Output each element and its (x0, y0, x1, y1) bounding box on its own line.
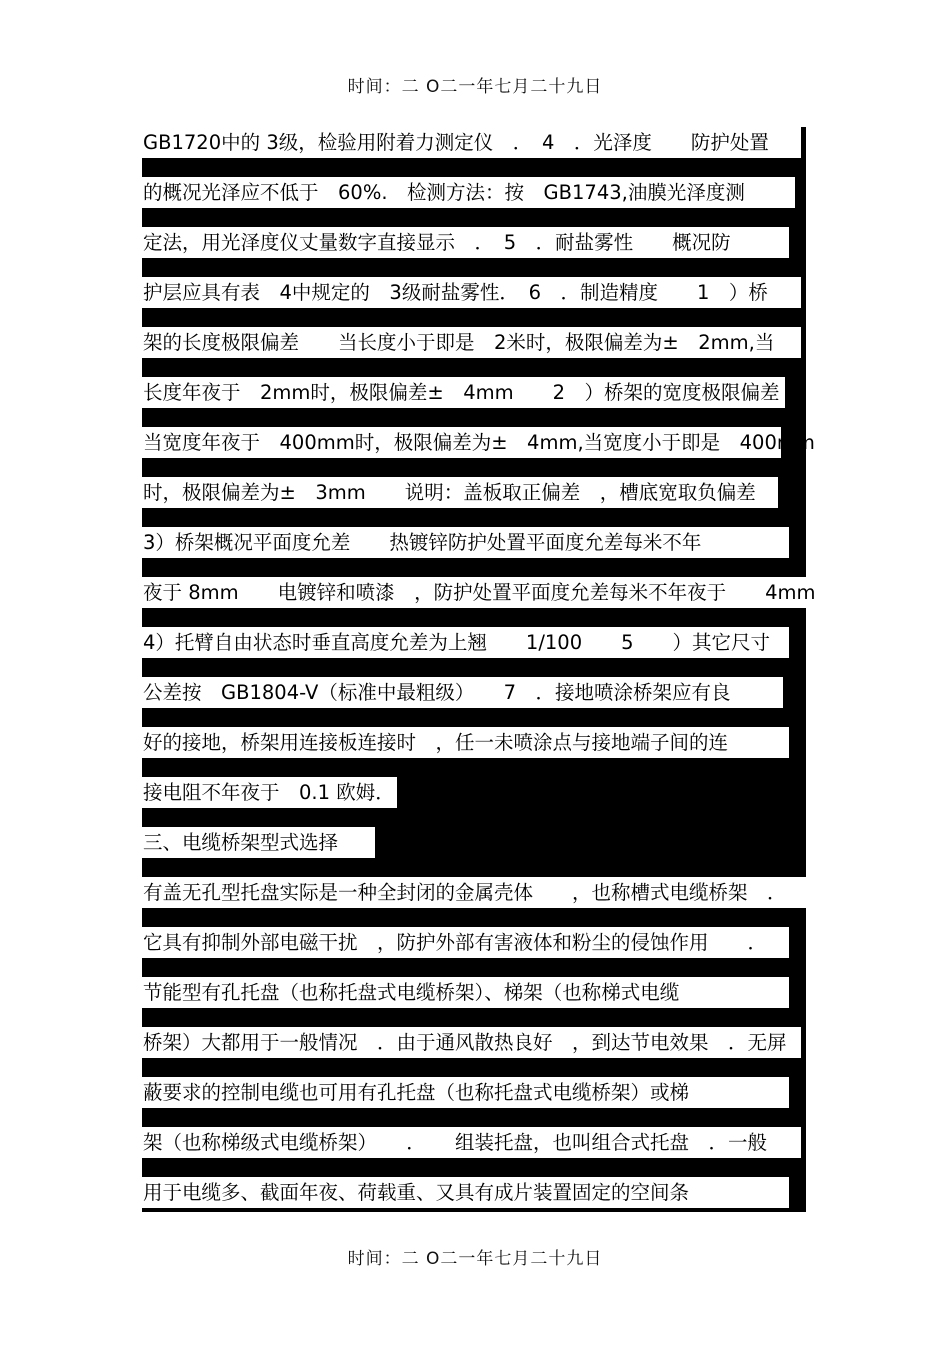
text-line-8: 时，极限偏差为± 3mm 说明：盖板取正偏差 ，槽底宽取负偏差 (142, 477, 778, 508)
text-line-5: 架的长度极限偏差 当长度小于即是 2米时，极限偏差为± 2mm,当 (142, 327, 801, 358)
text-line-16: 有盖无孔型托盘实际是一种全封闭的金属壳体 ，也称槽式电缆桥架 ． (142, 877, 815, 908)
text-line-21: 架（也称梯级式电缆桥架） ． 组装托盘，也叫组合式托盘 ．一般 (142, 1127, 801, 1158)
text-line-7: 当宽度年夜于 400mm时，极限偏差为± 4mm,当宽度小于即是 400mm (142, 427, 781, 458)
text-line-13: 好的接地，桥架用连接板连接时 ，任一未喷涂点与接地端子间的连 (142, 727, 789, 758)
text-line-4: 护层应具有表 4中规定的 3级耐盐雾性． 6 ．制造精度 1 ）桥 (142, 277, 801, 308)
page-footer: 时间：二 O二一年七月二十九日 (347, 1249, 603, 1269)
text-line-10: 夜于 8mm 电镀锌和喷漆 ，防护处置平面度允差每米不年夜于 4mm (142, 577, 815, 608)
section-heading: 三、电缆桥架型式选择 (142, 827, 375, 858)
text-line-18: 节能型有孔托盘（也称托盘式电缆桥架）、梯架（也称梯式电缆 (142, 977, 789, 1008)
text-line-20: 蔽要求的控制电缆也可用有孔托盘（也称托盘式电缆桥架）或梯 (142, 1077, 789, 1108)
text-line-12: 公差按 GB1804-V（标准中最粗级） 7 ．接地喷涂桥架应有良 (142, 677, 783, 708)
text-line-1: GB1720中的 3级，检验用附着力测定仪 ． 4 ．光泽度 防护处置 (142, 127, 801, 158)
text-line-9: 3）桥架概况平面度允差 热镀锌防护处置平面度允差每米不年 (142, 527, 789, 558)
page-header: 时间：二 O二一年七月二十九日 (347, 77, 603, 97)
text-line-14: 接电阻不年夜于 0.1 欧姆． (142, 777, 397, 808)
text-line-22: 用于电缆多、截面年夜、荷载重、又具有成片装置固定的空间条 (142, 1177, 789, 1208)
text-line-19: 桥架）大都用于一般情况 ．由于通风散热良好 ，到达节电效果 ．无屏 (142, 1027, 801, 1058)
text-line-6: 长度年夜于 2mm时，极限偏差± 4mm 2 ）桥架的宽度极限偏差 (142, 377, 785, 408)
text-line-11: 4）托臂自由状态时垂直高度允差为上翘 1/100 5 ）其它尺寸 (142, 627, 789, 658)
text-line-2: 的概况光泽应不低于 60%. 检测方法：按 GB1743,油膜光泽度测 (142, 177, 795, 208)
text-line-3: 定法，用光泽度仪丈量数字直接显示 ． 5 ．耐盐雾性 概况防 (142, 227, 789, 258)
text-line-17: 它具有抑制外部电磁干扰 ，防护外部有害液体和粉尘的侵蚀作用 ． (142, 927, 789, 958)
